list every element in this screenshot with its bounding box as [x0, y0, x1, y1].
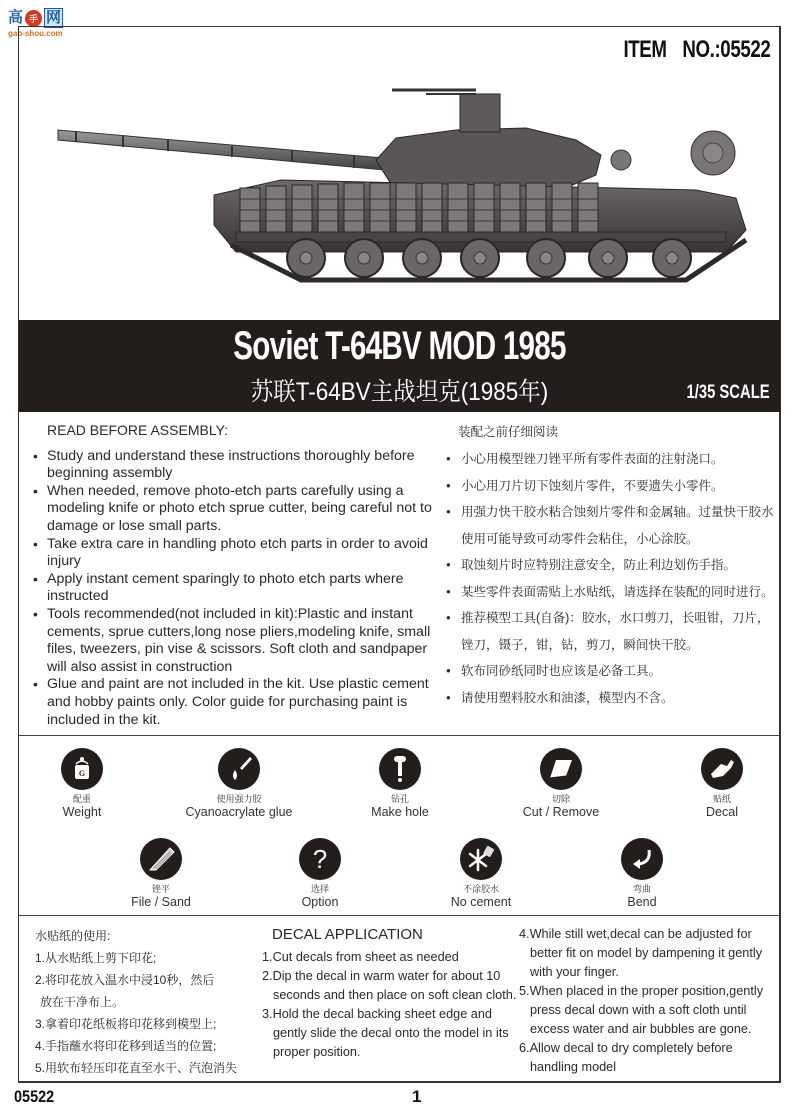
tank-illustration — [56, 80, 756, 290]
decal-step-zh: 5.用软布轻压印花直至水干、汽泡消失 — [35, 1061, 238, 1075]
title-band — [19, 320, 780, 412]
symbol-label-en: Make hole — [371, 805, 429, 819]
decal-heading: DECAL APPLICATION — [272, 926, 423, 943]
decal-heading-zh: 水贴纸的使用: — [35, 929, 111, 943]
item-code: NO.:05522 — [681, 36, 770, 63]
list-item: • Study and understand these instructions thoroughly before beginning assembly — [32, 448, 442, 483]
symbol-label-zh: 选择 — [310, 884, 329, 894]
symbol-label-en: Decal — [706, 805, 738, 819]
item-label: ITEM — [623, 36, 667, 63]
file-icon — [140, 838, 182, 880]
symbol-label-zh: 贴纸 — [712, 794, 731, 804]
decal-step-zh: 4.手指蘸水将印花移到适当的位置; — [35, 1039, 217, 1053]
list-item: ● 取蚀刻片时应特别注意安全，防止利边划伤手指。 — [446, 552, 776, 579]
symbol-file — [81, 838, 241, 909]
symbol-label-zh: 使用强力胶 — [216, 794, 262, 804]
decal-step: 3.Hold the decal backing sheet edge and gently slide the decal onto the model in its proper position. — [262, 1007, 509, 1059]
read-before-list — [32, 448, 442, 730]
list-item: ● 某些零件表面需贴上水贴纸，请选择在装配的同时进行。 — [446, 579, 776, 606]
decal-step: 1.Cut decals from sheet as needed — [262, 950, 459, 964]
decal-instructions-en — [262, 925, 522, 1062]
list-item: ● 小心用刀片切下蚀刻片零件，不要遗失小零件。 — [446, 473, 776, 500]
symbol-label-zh: 锉平 — [151, 884, 170, 894]
symbol-bend — [562, 838, 722, 909]
symbol-drill — [320, 748, 480, 819]
divider — [19, 735, 780, 736]
list-item: • Glue and paint are not included in the kit. Use plastic cement and hobby paints only. Color guide for purchasing paint is included in the kit. — [32, 676, 442, 729]
item-number — [623, 36, 770, 64]
symbol-glue — [159, 748, 319, 819]
no-cement-icon — [460, 838, 502, 880]
svg-text:G: G — [78, 769, 86, 778]
read-before-heading-zh: 装配之前仔细阅读 — [458, 425, 559, 439]
decal-step-zh: 1.从水贴纸上剪下印花; — [35, 951, 157, 965]
list-item: ● 软布同砂纸同时也应该是必备工具。 — [446, 658, 776, 685]
symbol-option — [240, 838, 400, 909]
decal-instructions-zh — [35, 925, 265, 1079]
symbol-cut — [481, 748, 641, 819]
symbol-label-en: Cut / Remove — [522, 805, 600, 819]
decal-instructions-en-continued — [519, 925, 779, 1077]
drill-icon — [379, 748, 421, 790]
read-before-assembly-zh — [446, 421, 776, 711]
list-item: ● 用强力快干胶水粘合蚀刻片零件和金属轴。过量快干胶水使用可能导致可动零件会粘住，小心涂胶。 — [446, 499, 776, 552]
title-zh: 苏联T-64BV主战坦克(1985年) — [250, 378, 549, 406]
symbol-no-cement — [401, 838, 561, 909]
decal-step: 6.Allow decal to dry completely before handling model — [519, 1041, 733, 1074]
weight-icon — [61, 748, 103, 790]
read-before-assembly-en — [32, 422, 442, 729]
list-item: • Tools recommended(not included in kit):Plastic and instant cements, sprue cutters,long nose pliers,modeling knife, small files, tweezers, pin vise & scissors. Soft cloth and sandpaper will also assist in construction — [32, 606, 442, 676]
decal-step-zh: 2.将印花放入温水中浸10秒，然后 — [35, 973, 215, 987]
logo-char-2: 网 — [46, 9, 62, 26]
page-number: 1 — [412, 1087, 422, 1106]
cut-icon — [540, 748, 582, 790]
list-item: ● 小心用模型锉刀锉平所有零件表面的注射浇口。 — [446, 446, 776, 473]
thumb-badge-icon: 手 — [25, 10, 42, 27]
scale-label: 1/35 SCALE — [686, 382, 770, 403]
read-before-list-zh — [446, 446, 776, 711]
symbol-label-zh: 切除 — [551, 794, 570, 804]
symbol-decal — [642, 748, 800, 819]
decal-step-zh: 3.拿着印花纸板将印花移到模型上; — [35, 1017, 217, 1031]
decal-step: 4.While still wet,decal can be adjusted for better fit on model by dampening it gently with your finger. — [519, 927, 763, 979]
decal-step: 2.Dip the decal in warm water for about 10 seconds and then place on soft clean cloth. — [262, 969, 517, 1002]
title-en: Soviet T-64BV MOD 1985 — [233, 324, 566, 368]
symbol-label-en: Bend — [627, 895, 657, 909]
symbol-label-en: No cement — [450, 895, 512, 909]
symbol-label-en: Weight — [62, 805, 102, 819]
read-before-heading: READ BEFORE ASSEMBLY: — [47, 422, 229, 438]
divider — [19, 915, 780, 916]
symbol-label-zh: 不涂胶水 — [462, 884, 499, 894]
watermark-url: gao-shou.com — [8, 29, 63, 38]
list-item: • Apply instant cement sparingly to photo etch parts where instructed — [32, 571, 442, 606]
decal-step: 5.When placed in the proper position,gently press decal down with a soft cloth until excess water and air bubbles are gone. — [519, 984, 764, 1036]
list-item: • Take extra care in handling photo etch parts in order to avoid injury — [32, 536, 442, 571]
symbol-label-zh: 弯曲 — [632, 884, 651, 894]
footer-item-code: 05522 — [14, 1087, 55, 1106]
list-item: • When needed, remove photo-etch parts carefully using a modeling knife or photo etch sprue cutter, being careful not to damage or lose small parts. — [32, 483, 442, 536]
symbol-weight — [2, 748, 162, 819]
symbol-label-zh: 配重 — [72, 794, 91, 804]
symbol-label-zh: 钻孔 — [390, 794, 409, 804]
bend-icon — [621, 838, 663, 880]
list-item: ● 请使用塑料胶水和油漆，模型内不含。 — [446, 685, 776, 712]
decal-step-zh: 放在干净布上。 — [40, 995, 125, 1009]
option-icon: ? — [299, 838, 341, 880]
glue-icon — [218, 748, 260, 790]
symbol-label-en: Option — [301, 895, 339, 909]
symbol-label-en: File / Sand — [131, 895, 191, 909]
symbol-label-en: Cyanoacrylate glue — [185, 805, 293, 819]
logo-char-1: 高 — [8, 9, 24, 26]
decal-icon — [701, 748, 743, 790]
list-item: ● 推荐模型工具(自备)：胶水，水口剪刀，长咀钳，刀片，锉刀，镊子，钳，钻，剪刀，瞬间快干胶。 — [446, 605, 776, 658]
